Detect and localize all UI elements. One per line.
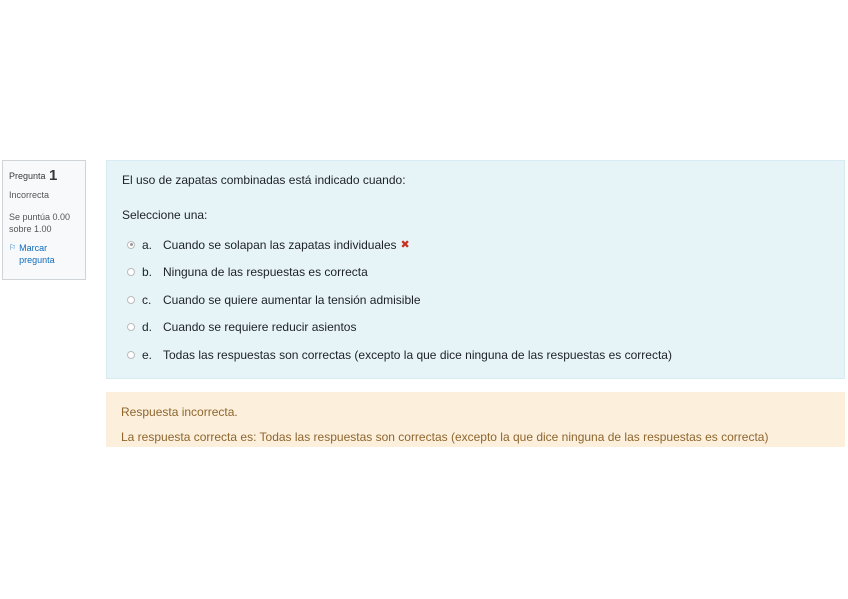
answer-option-d[interactable] [127, 314, 672, 342]
question-grade: Se puntúa 0.00 sobre 1.00 [9, 212, 71, 234]
answer-text: Cuando se quiere aumentar la tensión admisible [163, 292, 421, 307]
answer-radio-c[interactable] [127, 296, 135, 304]
incorrect-icon: ✖ [400, 239, 410, 252]
answer-option-c[interactable] [127, 286, 672, 314]
feedback-correct-answer: La respuesta correcta es: Todas las respuestas son correctas (excepto la que dice ninguna de las respuestas es correcta) [121, 430, 769, 444]
answer-letter: d. [142, 320, 153, 335]
answer-text: Todas las respuestas son correctas (excepto la que dice ninguna de las respuestas es correcta) [163, 347, 672, 362]
feedback-result: Respuesta incorrecta. [121, 405, 238, 419]
answer-option-a[interactable] [127, 231, 672, 259]
answer-radio-a[interactable] [127, 241, 135, 249]
answer-letter: c. [142, 292, 152, 307]
question-formulation [106, 160, 845, 379]
answer-text: Cuando se solapan las zapatas individuales [163, 237, 397, 252]
answer-prompt: Seleccione una: [122, 208, 208, 222]
answer-option-e[interactable] [127, 341, 672, 369]
question-feedback [106, 392, 845, 447]
question-label: Pregunta [9, 171, 46, 181]
answer-options [127, 231, 672, 369]
flag-question-label: Marcar pregunta [19, 243, 55, 265]
question-number [9, 167, 79, 184]
question-info-panel [2, 160, 86, 280]
answer-letter: b. [142, 265, 153, 280]
answer-radio-d[interactable] [127, 323, 135, 331]
answer-text: Cuando se requiere reducir asientos [163, 320, 357, 335]
flag-question-link[interactable] [9, 242, 79, 266]
answer-radio-b[interactable] [127, 268, 135, 276]
answer-letter: e. [142, 347, 153, 362]
question-text: El uso de zapatas combinadas está indicado cuando: [122, 173, 406, 187]
answer-text: Ninguna de las respuestas es correcta [163, 265, 368, 280]
answer-option-b[interactable] [127, 259, 672, 287]
flag-icon: ⚐ [9, 243, 17, 252]
answer-letter: a. [142, 237, 153, 252]
question-number-value: 1 [49, 167, 58, 184]
answer-radio-e[interactable] [127, 351, 135, 359]
question-state: Incorrecta [9, 190, 50, 200]
